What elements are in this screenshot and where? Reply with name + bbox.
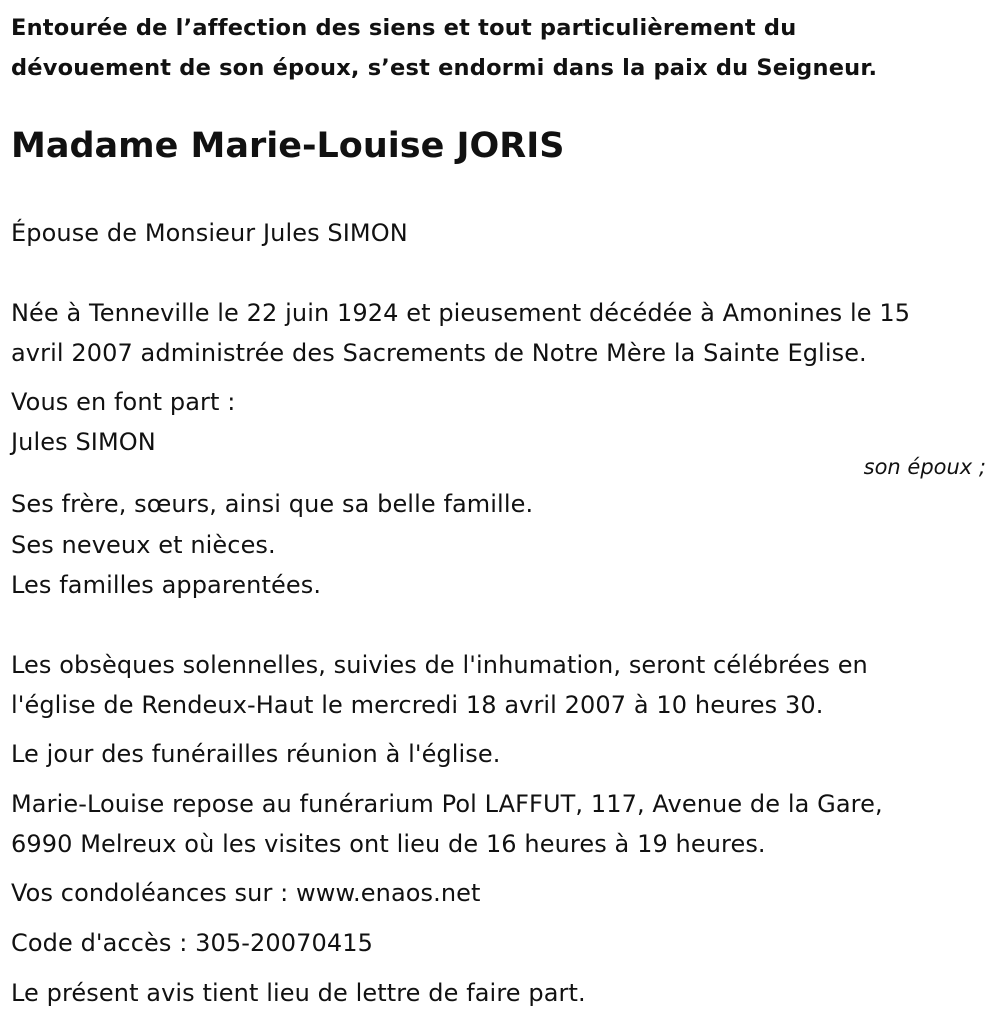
intro-paragraph	[11, 8, 986, 88]
deceased-name: Madame Marie-Louise JORIS	[11, 126, 565, 166]
access-code-line: Code d'accès : 305-20070415	[11, 929, 373, 957]
intro-line-2: dévouement de son époux, s’est endormi dans la paix du Seigneur.	[11, 55, 878, 81]
viewing-line-1: Marie-Louise repose au funérarium Pol LAFFUT, 117, Avenue de la Gare,	[11, 790, 883, 818]
birth-death-line-1: Née à Tenneville le 22 juin 1924 et pieusement décédée à Amonines le 15	[11, 299, 911, 327]
announcers-heading: Vous en font part :	[11, 388, 236, 416]
condolences-line: Vos condoléances sur : www.enaos.net	[11, 879, 481, 907]
family-line: Les familles apparentées.	[11, 571, 322, 599]
birth-death-line-2: avril 2007 administrée des Sacrements de Notre Mère la Sainte Eglise.	[11, 339, 867, 367]
funeral-line-1: Les obsèques solennelles, suivies de l'inhumation, seront célébrées en	[11, 651, 868, 679]
announcer-spouse-name: Jules SIMON	[11, 428, 156, 456]
announcer-spouse-relation: son époux ;	[863, 455, 986, 479]
spouse-line: Épouse de Monsieur Jules SIMON	[11, 219, 408, 247]
intro-line-1: Entourée de l’affection des siens et tout particulièrement du	[11, 15, 797, 41]
funeral-meeting: Le jour des funérailles réunion à l'église.	[11, 740, 501, 768]
closing-line: Le présent avis tient lieu de lettre de faire part.	[11, 979, 586, 1007]
family-line: Ses frère, sœurs, ainsi que sa belle famille.	[11, 490, 534, 518]
viewing-line-2: 6990 Melreux où les visites ont lieu de 16 heures à 19 heures.	[11, 830, 766, 858]
family-line: Ses neveux et nièces.	[11, 531, 276, 559]
funeral-line-2: l'église de Rendeux-Haut le mercredi 18 avril 2007 à 10 heures 30.	[11, 691, 824, 719]
